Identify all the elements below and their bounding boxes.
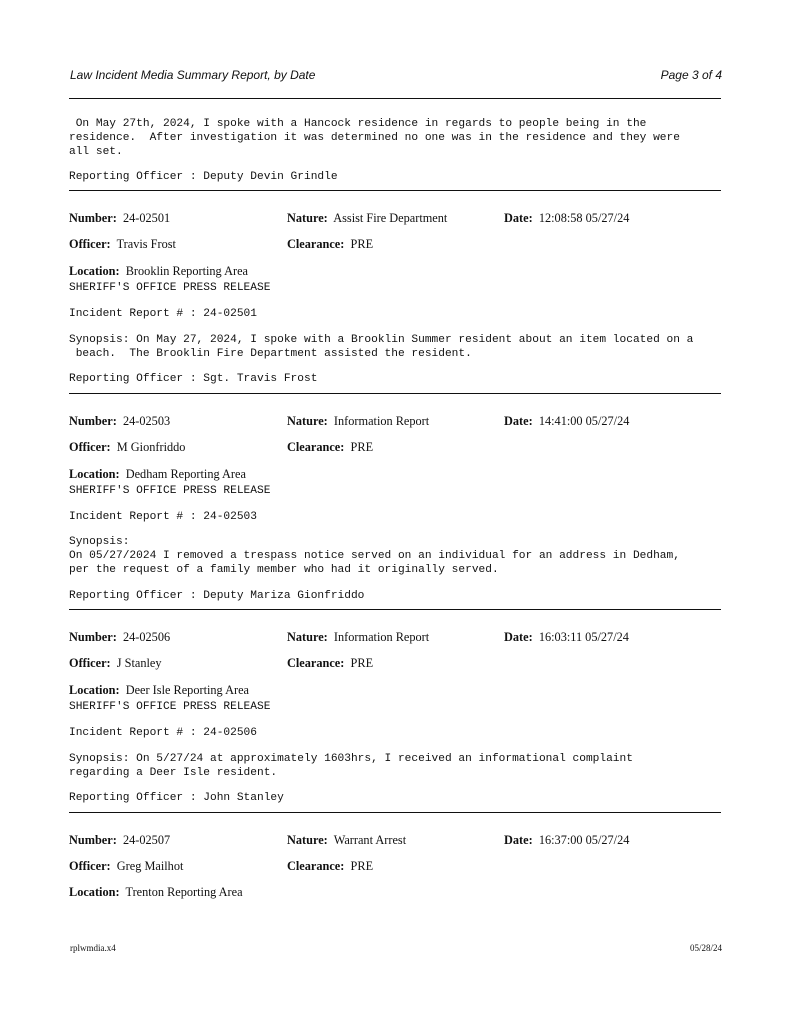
location-label: Location:	[69, 264, 120, 278]
clearance-value: PRE	[350, 859, 374, 873]
number-label: Number:	[69, 414, 117, 428]
synopsis-line: Synopsis: On 5/27/24 at approximately 1603hrs, I received an informational complaint	[69, 753, 633, 765]
number-label: Number:	[69, 211, 117, 225]
clearance-value: PRE	[350, 237, 374, 251]
press-release: SHERIFF'S OFFICE PRESS RELEASE	[69, 701, 271, 713]
synopsis-line: per the request of a family member who had it originally served.	[69, 564, 499, 576]
incident-clearance	[287, 237, 373, 252]
date-value: 16:37:00 05/27/24	[538, 833, 630, 847]
number-value: 24-02501	[122, 211, 171, 225]
incident-officer	[69, 237, 176, 252]
synopsis-line: Synopsis: On May 27, 2024, I spoke with a Brooklin Summer resident about an item located on a	[69, 334, 694, 346]
nature-label: Nature:	[287, 630, 328, 644]
incident-officer	[69, 656, 162, 671]
clearance-value: PRE	[350, 440, 374, 454]
incident-location	[69, 264, 248, 279]
incident-location	[69, 885, 243, 900]
synopsis-line: beach. The Brooklin Fire Department assisted the resident.	[69, 348, 472, 360]
reporting-officer: Reporting Officer : Sgt. Travis Frost	[69, 373, 318, 385]
intro-synopsis-line: residence. After investigation it was determined no one was in the residence and they were	[69, 132, 680, 144]
nature-label: Nature:	[287, 833, 328, 847]
nature-value: Information Report	[333, 414, 430, 428]
officer-label: Officer:	[69, 237, 111, 251]
page-number: Page 3 of 4	[660, 68, 722, 82]
date-label: Date:	[504, 833, 533, 847]
incident-officer	[69, 859, 183, 874]
incident-nature	[287, 414, 429, 429]
officer-label: Officer:	[69, 656, 111, 670]
incident-nature	[287, 833, 406, 848]
location-label: Location:	[69, 683, 120, 697]
nature-label: Nature:	[287, 211, 328, 225]
section-rule	[69, 609, 721, 610]
incident-number	[69, 833, 170, 848]
location-value: Trenton Reporting Area	[125, 885, 243, 899]
incident-nature	[287, 630, 429, 645]
location-value: Deer Isle Reporting Area	[125, 683, 249, 697]
incident-location	[69, 467, 246, 482]
press-release: SHERIFF'S OFFICE PRESS RELEASE	[69, 485, 271, 497]
incident-clearance	[287, 440, 373, 455]
incident-officer	[69, 440, 185, 455]
clearance-label: Clearance:	[287, 440, 345, 454]
header-rule	[69, 98, 721, 99]
officer-value: Travis Frost	[116, 237, 176, 251]
number-value: 24-02503	[122, 414, 171, 428]
reporting-officer: Reporting Officer : Deputy Mariza Gionfriddo	[69, 590, 365, 602]
footer-report-id: rplwmdia.x4	[70, 943, 116, 953]
location-label: Location:	[69, 467, 120, 481]
footer-date: 05/28/24	[689, 943, 722, 953]
number-label: Number:	[69, 630, 117, 644]
officer-label: Officer:	[69, 440, 111, 454]
synopsis-line: Synopsis:	[69, 536, 130, 548]
incident-nature	[287, 211, 447, 226]
number-value: 24-02506	[122, 630, 171, 644]
section-rule	[69, 190, 721, 191]
location-value: Dedham Reporting Area	[125, 467, 246, 481]
nature-value: Information Report	[333, 630, 430, 644]
number-label: Number:	[69, 833, 117, 847]
incident-date	[504, 211, 629, 226]
clearance-label: Clearance:	[287, 656, 345, 670]
incident-number	[69, 414, 170, 429]
incident-clearance	[287, 656, 373, 671]
incident-report-number: Incident Report # : 24-02503	[69, 511, 257, 523]
date-label: Date:	[504, 414, 533, 428]
incident-number	[69, 630, 170, 645]
clearance-label: Clearance:	[287, 859, 345, 873]
date-label: Date:	[504, 211, 533, 225]
date-value: 14:41:00 05/27/24	[538, 414, 630, 428]
clearance-value: PRE	[350, 656, 374, 670]
location-label: Location:	[69, 885, 120, 899]
press-release: SHERIFF'S OFFICE PRESS RELEASE	[69, 282, 271, 294]
incident-report-number: Incident Report # : 24-02506	[69, 727, 257, 739]
officer-value: M Gionfriddo	[116, 440, 186, 454]
incident-location	[69, 683, 249, 698]
incident-date	[504, 833, 629, 848]
officer-value: J Stanley	[116, 656, 162, 670]
incident-date	[504, 630, 629, 645]
date-value: 12:08:58 05/27/24	[538, 211, 630, 225]
reporting-officer: Reporting Officer : Deputy Devin Grindle	[69, 171, 338, 183]
nature-value: Assist Fire Department	[333, 211, 448, 225]
officer-label: Officer:	[69, 859, 111, 873]
synopsis-line: regarding a Deer Isle resident.	[69, 767, 278, 779]
synopsis-line: On 05/27/2024 I removed a trespass notice served on an individual for an address in Dedham,	[69, 550, 680, 562]
intro-synopsis-line: On May 27th, 2024, I spoke with a Hancock residence in regards to people being in the	[69, 118, 647, 130]
nature-label: Nature:	[287, 414, 328, 428]
incident-number	[69, 211, 170, 226]
nature-value: Warrant Arrest	[333, 833, 407, 847]
location-value: Brooklin Reporting Area	[125, 264, 248, 278]
date-label: Date:	[504, 630, 533, 644]
reporting-officer: Reporting Officer : John Stanley	[69, 792, 284, 804]
clearance-label: Clearance:	[287, 237, 345, 251]
section-rule	[69, 812, 721, 813]
date-value: 16:03:11 05/27/24	[538, 630, 629, 644]
incident-date	[504, 414, 629, 429]
number-value: 24-02507	[122, 833, 171, 847]
officer-value: Greg Mailhot	[116, 859, 184, 873]
incident-report-number: Incident Report # : 24-02501	[69, 308, 257, 320]
incident-clearance	[287, 859, 373, 874]
report-title: Law Incident Media Summary Report, by Date	[70, 68, 316, 82]
section-rule	[69, 393, 721, 394]
intro-synopsis-line: all set.	[69, 146, 123, 158]
